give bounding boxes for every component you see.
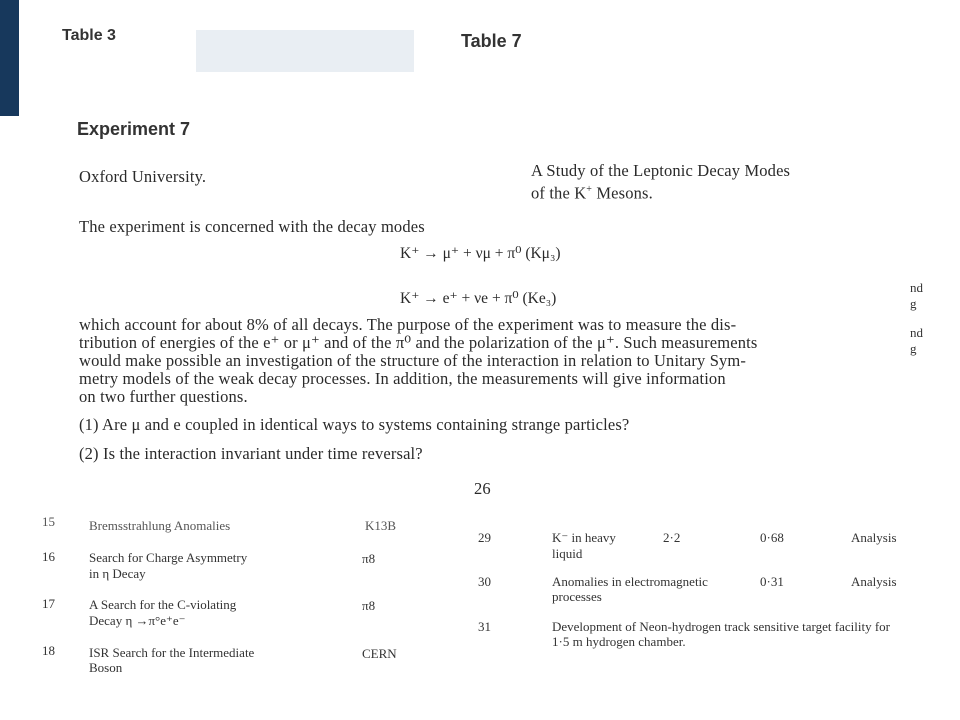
page-number: 26: [474, 479, 491, 498]
row-title: Development of Neon-hydrogen track sensitive target facility for: [552, 619, 891, 634]
equation-ke3: K⁺ → e⁺ + νe + π⁰ (Ke₃): [400, 290, 557, 307]
row-number: 31: [478, 619, 491, 634]
row-code: π8: [362, 551, 376, 566]
row-title: in η Decay: [89, 566, 146, 581]
row-title: A Search for the C-violating: [89, 597, 237, 612]
row-value: 0·31: [760, 574, 784, 589]
row-title: processes: [552, 589, 602, 604]
row-value: 2·2: [663, 530, 681, 545]
row-title: liquid: [552, 546, 583, 561]
equation-kmu3: K⁺ → μ⁺ + νμ + π⁰ (Kμ₃): [400, 245, 561, 262]
row-number: 18: [42, 643, 55, 658]
faint-table-header-band: [196, 30, 414, 72]
paragraph-line: on two further questions.: [79, 387, 248, 406]
margin-fragment: nd: [910, 280, 923, 295]
experiment-heading: Experiment 7: [77, 119, 191, 139]
row-title: K⁻ in heavy: [552, 530, 616, 545]
row-number: 16: [42, 549, 55, 564]
row-title: Boson: [89, 660, 123, 675]
row-title: Anomalies in electromagnetic: [552, 574, 708, 589]
row-status: Analysis: [851, 530, 897, 545]
row-title: Decay η →π°e⁺e⁻: [89, 613, 186, 628]
paragraph-line: which account for about 8% of all decays. The purpose of the experiment was to measure the dis-: [79, 315, 737, 334]
institution: Oxford University.: [79, 167, 207, 186]
row-code: π8: [362, 598, 376, 613]
row-title: Search for Charge Asymmetry: [89, 550, 248, 565]
paragraph-line: tribution of energies of the e⁺ or μ⁺ and of the π⁰ and the polarization of the μ⁺. Such measurements: [79, 333, 758, 352]
intro-text: The experiment is concerned with the decay modes: [79, 217, 425, 236]
margin-fragment: g: [910, 341, 917, 356]
dark-sidebar-strip: [0, 0, 19, 116]
row-number: 30: [478, 574, 491, 589]
paragraph-line: would make possible an investigation of the structure of the interaction in relation to Unitary Sym-: [79, 351, 747, 370]
row-title: 1·5 m hydrogen chamber.: [552, 634, 686, 649]
study-title-line2: of the K+ Mesons.: [531, 183, 653, 203]
question-1: (1) Are μ and e coupled in identical ways to systems containing strange particles?: [79, 415, 630, 434]
table-7-title: Table 7: [461, 31, 522, 51]
main-paragraph: [79, 316, 879, 406]
row-status: Analysis: [851, 574, 897, 589]
row-number: 17: [42, 596, 55, 611]
row-title: ISR Search for the Intermediate: [89, 645, 255, 660]
paragraph-line: metry models of the weak decay processes. In addition, the measurements will give information: [79, 369, 726, 388]
row-title: Bremsstrahlung Anomalies: [89, 518, 231, 533]
row-number: 15: [42, 514, 55, 529]
row-value: 0·68: [760, 530, 784, 545]
study-title-line1: A Study of the Leptonic Decay Modes: [531, 161, 791, 180]
row-code: CERN: [362, 646, 397, 661]
margin-fragment: nd: [910, 325, 923, 340]
question-2: (2) Is the interaction invariant under time reversal?: [79, 444, 423, 463]
row-number: 29: [478, 530, 491, 545]
margin-fragment: g: [910, 296, 917, 311]
row-code: K13B: [365, 518, 397, 533]
table-3-title: Table 3: [62, 27, 116, 44]
